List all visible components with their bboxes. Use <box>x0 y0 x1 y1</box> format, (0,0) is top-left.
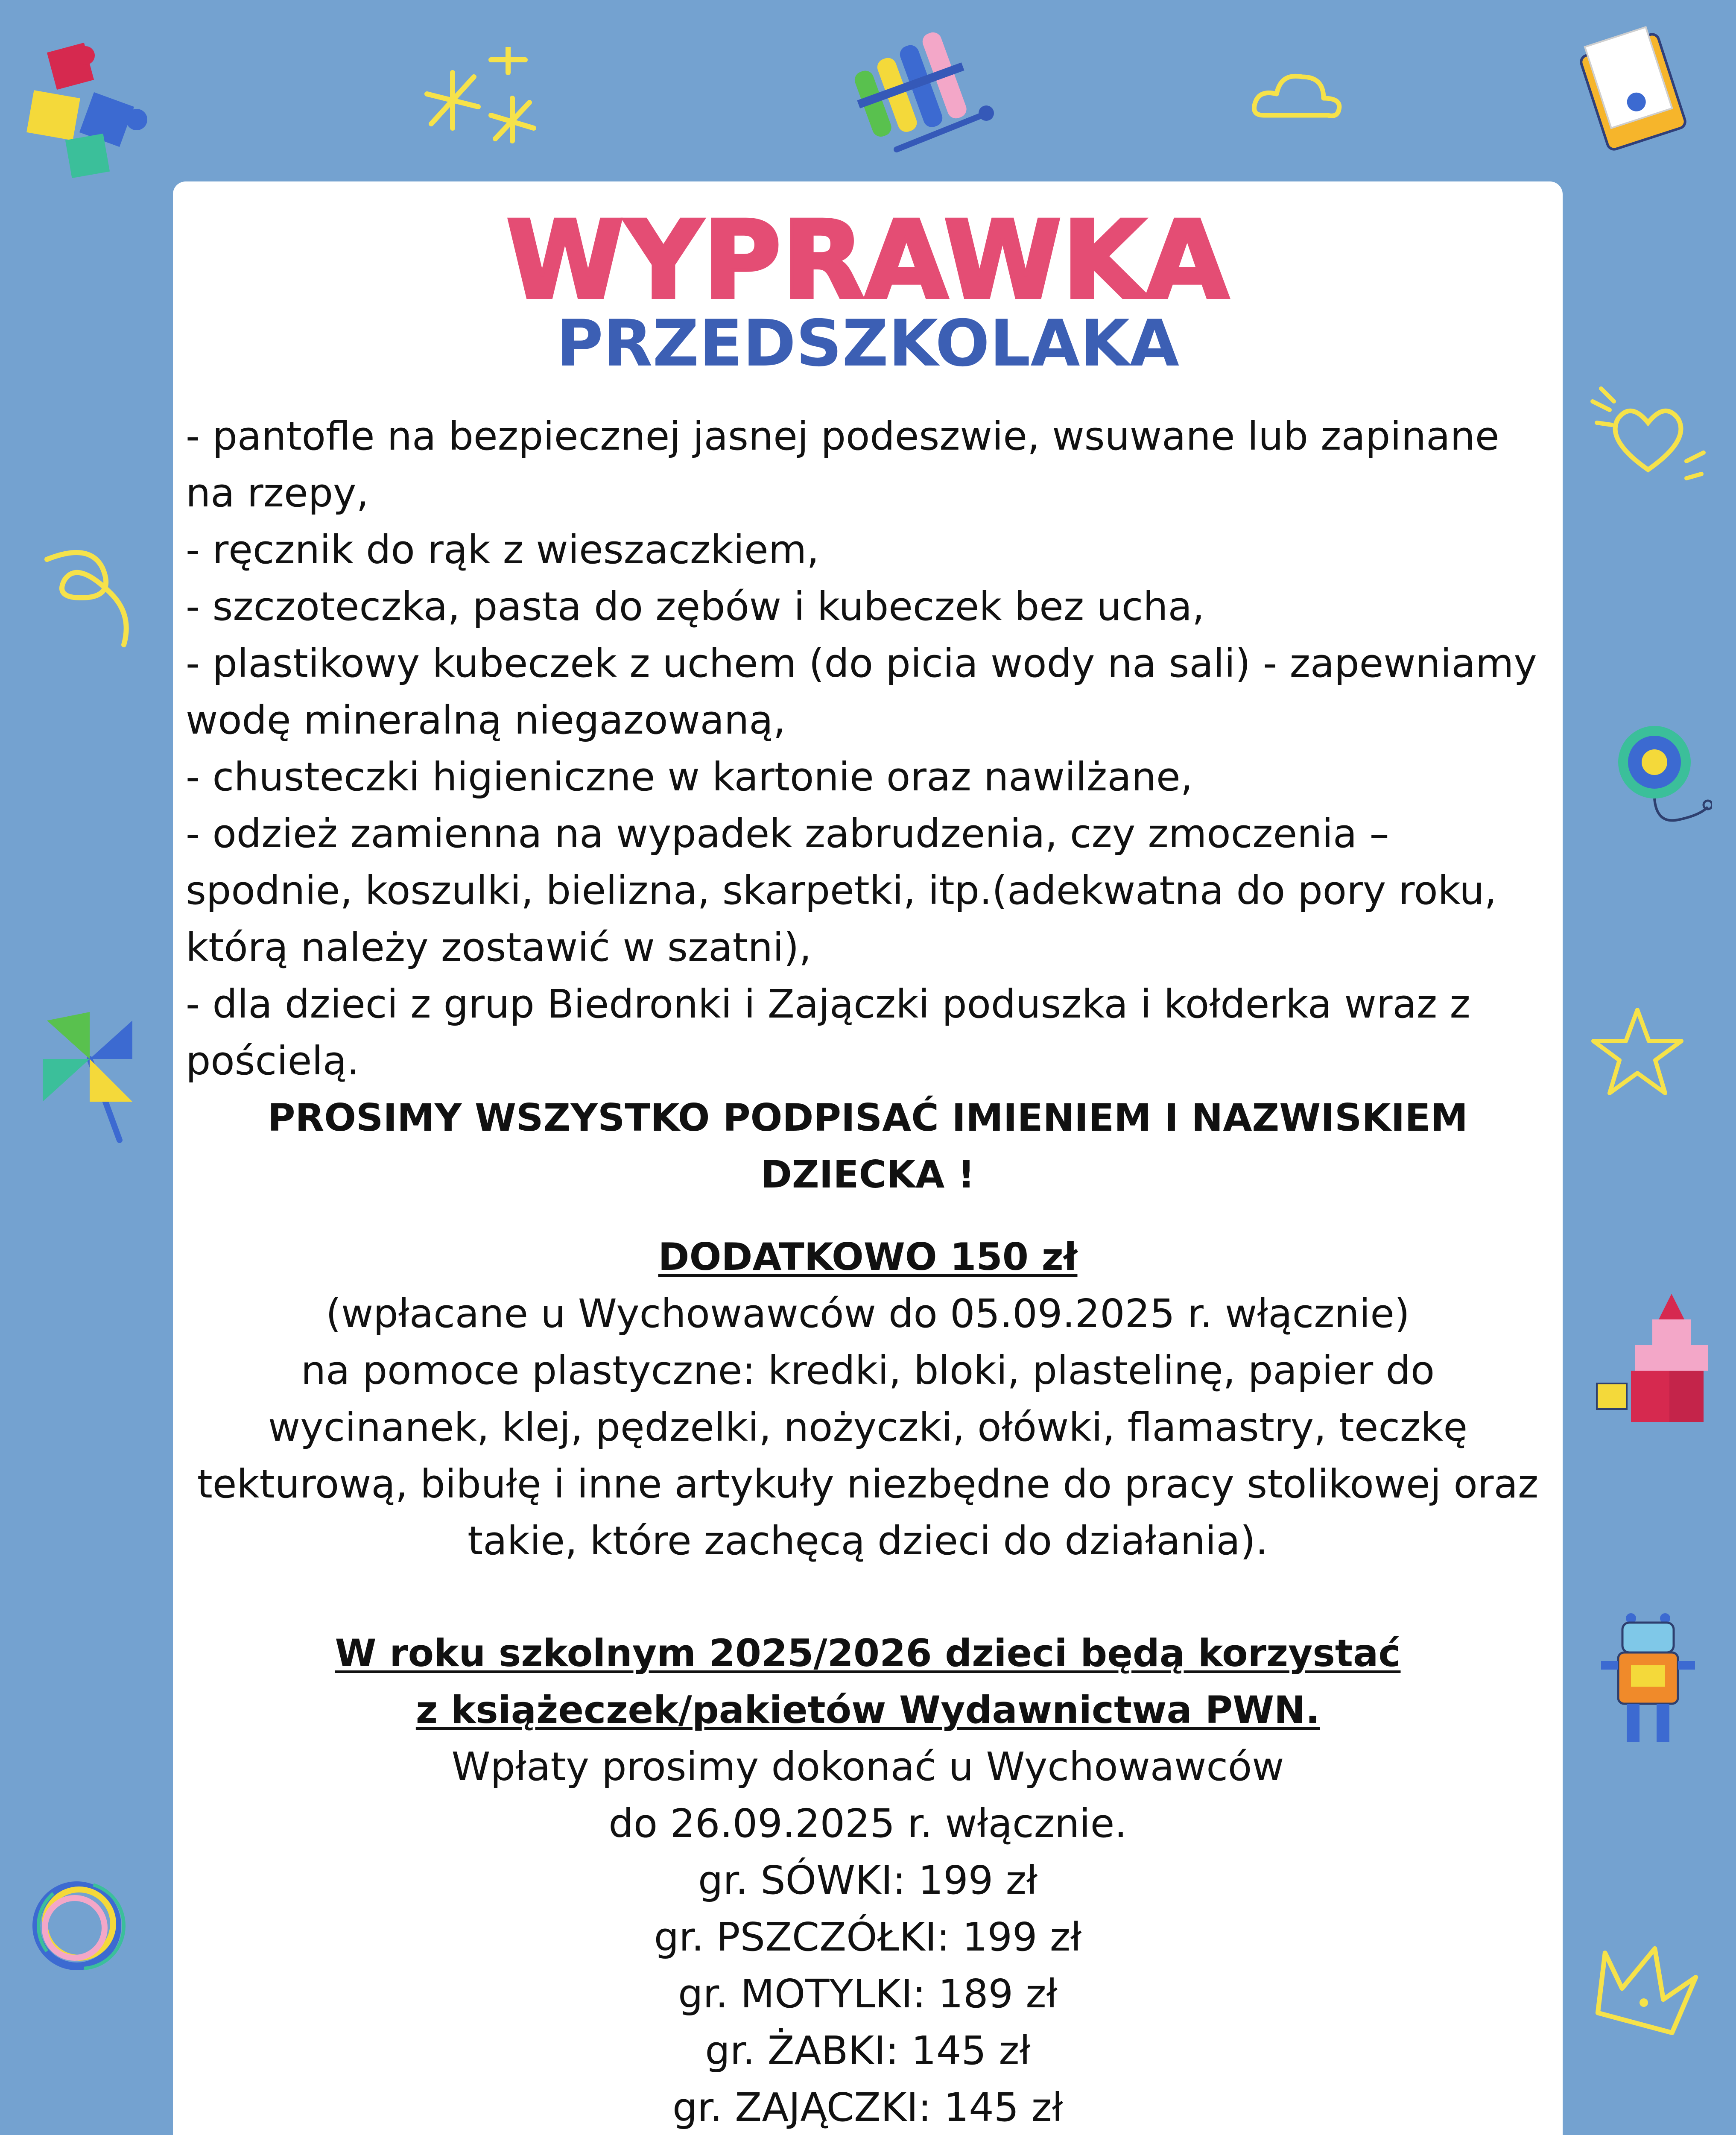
xylophone-icon <box>850 26 999 158</box>
list-item: - szczoteczka, pasta do zębów i kubeczek bez ucha, <box>186 584 1205 629</box>
group-price: gr. ZAJĄCZKI: 145 zł <box>672 2085 1063 2130</box>
swirl-icon <box>38 542 137 653</box>
list-item: - dla dzieci z grup Biedronki i Zajączki poduszka i kołderka wraz z pościelą. <box>186 981 1470 1084</box>
puzzle-icon <box>21 38 162 184</box>
robot-icon <box>1597 1610 1699 1746</box>
list-item: - plastikowy kubeczek z uchem (do picia wody na sali) - zapewniamy wodę mineralną niegazowaną, <box>186 640 1537 743</box>
list-item: - pantofle na bezpiecznej jasnej podeszwie, wsuwane lub zapinane na rzepy, <box>186 413 1499 516</box>
page-title: WYPRAWKA <box>506 198 1230 322</box>
yoyo-icon <box>1614 722 1712 837</box>
crown-icon <box>1588 1939 1699 2041</box>
list-item: - chusteczki higieniczne w kartonie oraz nawilżane, <box>186 754 1193 800</box>
content-card <box>173 181 1563 2135</box>
extra-fee-heading: DODATKOWO 150 zł <box>658 1235 1078 1279</box>
pwn-payment-line1: Wpłaty prosimy dokonać u Wychowawców <box>451 1744 1284 1790</box>
extra-fee-description: na pomoce plastyczne: kredki, bloki, plastelinę, papier do wycinanek, klej, pędzelki, nożyczki, ołówki, flamastry, teczkę tekturową, bibułę i inne artykuły niezbędne do pracy stolikowej oraz takie, które zachęcą dzieci do działania). <box>197 1348 1539 1564</box>
list-item: - odzież zamienna na wypadek zabrudzenia, czy zmoczenia – spodnie, koszulki, bielizna, skarpetki, itp.(adekwatna do pory roku, którą należy zostawić w szatni), <box>186 811 1497 970</box>
ring-icon <box>26 1870 132 1981</box>
cloud-icon <box>1251 64 1345 124</box>
book-icon <box>1575 26 1691 158</box>
page-subtitle: PRZEDSZKOLAKA <box>556 307 1179 381</box>
group-price: gr. MOTYLKI: 189 zł <box>678 1971 1058 2017</box>
star-icon <box>1588 1003 1686 1102</box>
group-price-list <box>181 1852 1554 2135</box>
list-item: - ręcznik do rąk z wieszaczkiem, <box>186 527 819 573</box>
supplies-list <box>181 408 1554 1089</box>
group-price: gr. ŻABKI: 145 zł <box>705 2028 1031 2074</box>
blocks-tower-icon <box>1588 1285 1716 1430</box>
pwn-payment-line2: do 26.09.2025 r. włącznie. <box>608 1801 1127 1846</box>
group-price: gr. SÓWKI: 199 zł <box>698 1857 1038 1903</box>
group-price: gr. PSZCZÓŁKI: 199 zł <box>654 1914 1082 1960</box>
pwn-heading-line2: z książeczek/pakietów Wydawnictwa PWN. <box>415 1688 1320 1732</box>
extra-fee-note: (wpłacane u Wychowawców do 05.09.2025 r. włącznie) <box>326 1291 1410 1337</box>
sparkle-icon <box>418 47 542 145</box>
pwn-heading-line1: W roku szkolnym 2025/2026 dzieci będą korzystać <box>335 1631 1401 1675</box>
pinwheel-icon <box>34 995 145 1149</box>
labeling-notice: PROSIMY WSZYSTKO PODPISAĆ IMIENIEM I NAZWISKIEM DZIECKA ! <box>267 1096 1468 1196</box>
heart-icon <box>1588 384 1708 483</box>
